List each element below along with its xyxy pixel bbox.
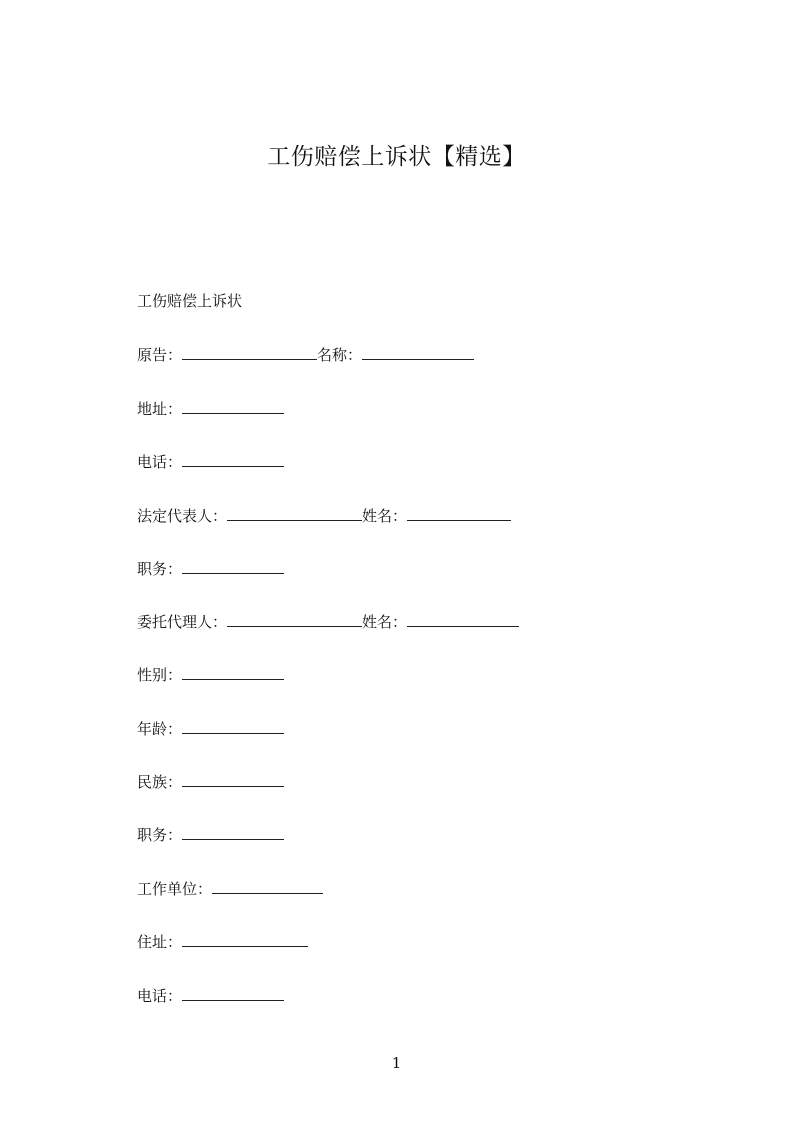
fill-blank[interactable] (182, 397, 284, 414)
field-label: 性别： (137, 666, 183, 684)
fill-blank[interactable] (407, 504, 511, 521)
field-agent-phone (137, 984, 284, 1007)
field-ethnicity (137, 770, 284, 793)
field-agent-position (137, 823, 284, 846)
field-label: 名称： (317, 346, 363, 364)
fill-blank[interactable] (182, 450, 284, 467)
field-phone (137, 450, 284, 473)
fill-blank[interactable] (182, 717, 284, 734)
fill-blank[interactable] (182, 663, 284, 680)
fill-blank[interactable] (362, 343, 474, 360)
field-legal-representative (137, 504, 511, 527)
fill-blank[interactable] (182, 823, 284, 840)
field-label: 委托代理人： (137, 613, 228, 631)
fill-blank[interactable] (182, 984, 284, 1001)
field-label: 电话： (137, 987, 183, 1005)
field-label: 民族： (137, 773, 183, 791)
fill-blank[interactable] (212, 877, 323, 894)
field-agent (137, 610, 519, 633)
fill-blank[interactable] (182, 770, 284, 787)
page-number: 1 (391, 1054, 402, 1072)
field-label: 年龄： (137, 720, 183, 738)
field-address (137, 397, 284, 420)
field-label: 法定代表人： (137, 507, 228, 525)
fill-blank[interactable] (407, 610, 519, 627)
field-label: 电话： (137, 453, 183, 471)
field-label: 姓名： (362, 613, 408, 631)
field-age (137, 717, 284, 740)
field-label: 职务： (137, 826, 183, 844)
fill-blank[interactable] (227, 610, 362, 627)
fill-blank[interactable] (182, 343, 317, 360)
field-label: 原告： (137, 346, 183, 364)
field-employer (137, 877, 323, 900)
document-title: 工伤赔偿上诉状【精选】 (267, 144, 526, 170)
fill-blank[interactable] (182, 557, 284, 574)
fill-blank[interactable] (227, 504, 362, 521)
fill-blank[interactable] (182, 930, 308, 947)
field-plaintiff (137, 343, 474, 366)
field-label: 工作单位： (137, 880, 213, 898)
field-label: 职务： (137, 560, 183, 578)
field-position (137, 557, 284, 580)
field-label: 姓名： (362, 507, 408, 525)
field-label: 住址： (137, 933, 183, 951)
field-gender (137, 663, 284, 686)
document-subtitle: 工伤赔偿上诉状 (137, 292, 243, 310)
field-residence (137, 930, 308, 953)
field-label: 地址： (137, 400, 183, 418)
